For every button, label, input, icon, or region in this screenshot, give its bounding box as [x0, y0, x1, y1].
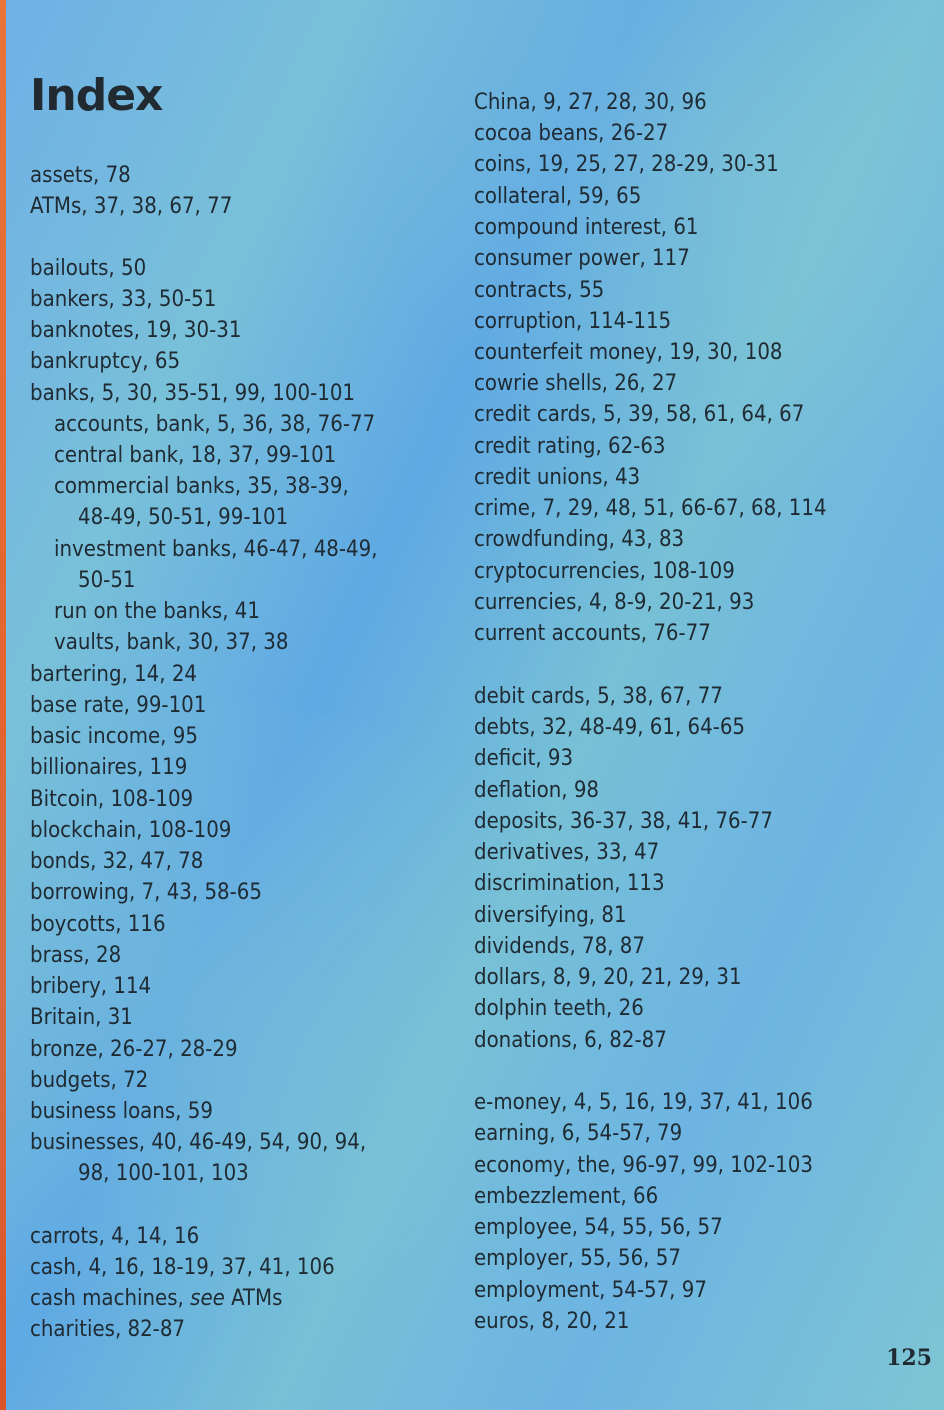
index-entry: corruption, 114-115	[474, 309, 672, 334]
index-entry: economy, the, 96-97, 99, 102-103	[474, 1153, 813, 1178]
index-subentry: vaults, bank, 30, 37, 38	[54, 630, 289, 655]
index-entry: banknotes, 19, 30-31	[30, 318, 242, 343]
index-entry: businesses, 40, 46-49, 54, 90, 94,	[30, 1130, 367, 1155]
index-entry: Bitcoin, 108-109	[30, 787, 194, 812]
index-entry: bribery, 114	[30, 974, 152, 999]
index-entry: current accounts, 76-77	[474, 621, 711, 646]
index-entry: business loans, 59	[30, 1099, 213, 1124]
index-subentry: commercial banks, 35, 38-39,	[54, 474, 349, 499]
index-subentry: accounts, bank, 5, 36, 38, 76-77	[54, 412, 376, 437]
index-entry: cowrie shells, 26, 27	[474, 371, 678, 396]
index-entry: bonds, 32, 47, 78	[30, 849, 204, 874]
index-entry: ATMs, 37, 38, 67, 77	[30, 194, 233, 219]
see-target: ATMs	[231, 1286, 283, 1311]
index-entry: assets, 78	[30, 163, 131, 188]
index-entry: base rate, 99-101	[30, 693, 207, 718]
index-subentry: investment banks, 46-47, 48-49,	[54, 537, 378, 562]
index-entry: bailouts, 50	[30, 256, 147, 281]
index-entry: credit unions, 43	[474, 465, 641, 490]
index-entry: borrowing, 7, 43, 58-65	[30, 880, 262, 905]
see-reference: see	[190, 1286, 225, 1311]
index-entry: credit cards, 5, 39, 58, 61, 64, 67	[474, 402, 805, 427]
index-subentry: run on the banks, 41	[54, 599, 260, 624]
index-continuation: 50-51	[78, 568, 136, 593]
index-entry: earning, 6, 54-57, 79	[474, 1121, 683, 1146]
index-entry-see-reference	[30, 1283, 282, 1314]
index-entry: basic income, 95	[30, 724, 198, 749]
index-entry: budgets, 72	[30, 1068, 149, 1093]
index-entry: credit rating, 62-63	[474, 434, 666, 459]
index-entry: embezzlement, 66	[474, 1184, 659, 1209]
index-entry: employer, 55, 56, 57	[474, 1246, 681, 1271]
index-entry: contracts, 55	[474, 278, 605, 303]
index-entry-term: cash machines,	[30, 1286, 184, 1311]
page-number: 125	[886, 1345, 932, 1371]
index-entry: crowdfunding, 43, 83	[474, 527, 685, 552]
index-entry: blockchain, 108-109	[30, 818, 232, 843]
index-entry: bartering, 14, 24	[30, 662, 198, 687]
index-entry: deflation, 98	[474, 778, 600, 803]
index-entry: deficit, 93	[474, 746, 574, 771]
index-entry: cocoa beans, 26-27	[474, 121, 669, 146]
index-entry: dollars, 8, 9, 20, 21, 29, 31	[474, 965, 742, 990]
index-entry: derivatives, 33, 47	[474, 840, 660, 865]
index-entry: banks, 5, 30, 35-51, 99, 100-101	[30, 381, 355, 406]
index-entry: diversifying, 81	[474, 903, 627, 928]
index-entry: bronze, 26-27, 28-29	[30, 1037, 238, 1062]
index-entry: billionaires, 119	[30, 755, 188, 780]
index-entry: crime, 7, 29, 48, 51, 66-67, 68, 114	[474, 496, 827, 521]
index-entry: cash, 4, 16, 18-19, 37, 41, 106	[30, 1255, 335, 1280]
index-entry: bankruptcy, 65	[30, 349, 181, 374]
index-entry: counterfeit money, 19, 30, 108	[474, 340, 783, 365]
index-entry: donations, 6, 82-87	[474, 1028, 667, 1053]
index-entry: debit cards, 5, 38, 67, 77	[474, 684, 723, 709]
index-entry: dividends, 78, 87	[474, 934, 645, 959]
index-entry: Britain, 31	[30, 1005, 133, 1030]
index-entry: e-money, 4, 5, 16, 19, 37, 41, 106	[474, 1090, 813, 1115]
index-entry: currencies, 4, 8-9, 20-21, 93	[474, 590, 755, 615]
index-entry: euros, 8, 20, 21	[474, 1309, 630, 1334]
orange-page-edge	[0, 0, 6, 1410]
index-continuation: 98, 100-101, 103	[78, 1161, 249, 1186]
index-entry: deposits, 36-37, 38, 41, 76-77	[474, 809, 773, 834]
index-entry: charities, 82-87	[30, 1317, 186, 1342]
index-entry: coins, 19, 25, 27, 28-29, 30-31	[474, 152, 779, 177]
index-entry: debts, 32, 48-49, 61, 64-65	[474, 715, 746, 740]
index-entry: employment, 54-57, 97	[474, 1278, 707, 1303]
index-entry: dolphin teeth, 26	[474, 996, 644, 1021]
index-entry: compound interest, 61	[474, 215, 699, 240]
index-entry: cryptocurrencies, 108-109	[474, 559, 735, 584]
index-entry: discrimination, 113	[474, 871, 665, 896]
index-entry: collateral, 59, 65	[474, 184, 642, 209]
index-entry: bankers, 33, 50-51	[30, 287, 217, 312]
index-entry: consumer power, 117	[474, 246, 690, 271]
index-entry: employee, 54, 55, 56, 57	[474, 1215, 723, 1240]
index-continuation: 48-49, 50-51, 99-101	[78, 505, 289, 530]
page-title: Index	[30, 70, 163, 121]
index-entry: brass, 28	[30, 943, 122, 968]
index-entry: carrots, 4, 14, 16	[30, 1224, 200, 1249]
index-entry: China, 9, 27, 28, 30, 96	[474, 90, 707, 115]
index-entry: boycotts, 116	[30, 912, 166, 937]
index-subentry: central bank, 18, 37, 99-101	[54, 443, 337, 468]
